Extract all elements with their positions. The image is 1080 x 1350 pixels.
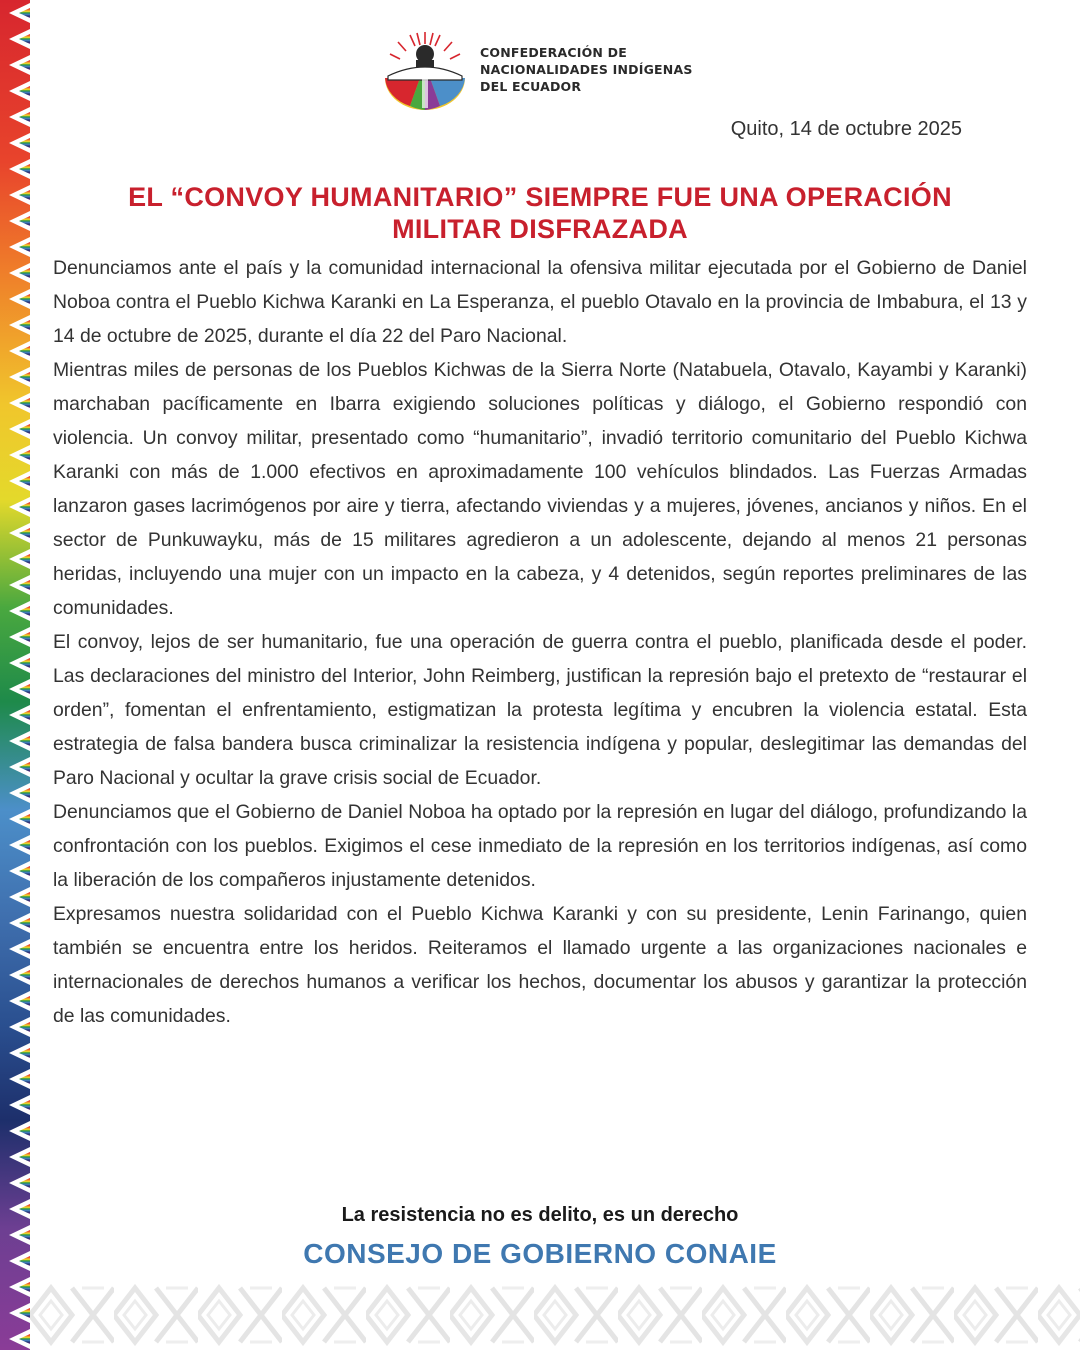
signature: CONSEJO DE GOBIERNO CONAIE	[303, 1238, 777, 1269]
paragraph: El convoy, lejos de ser humanitario, fue una operación de guerra contra el pueblo, planificada desde el poder. Las declaraciones del ministro del Interior, John Reimberg, justifican la represión bajo el pretexto de “restaurar el orden”, fomentan el enfrentamiento, estigmatizan la protesta legítima y encubren la violencia estatal. Esta estrategia de falsa bandera busca criminalizar la resistencia indígena y popular, deslegitimar las demandas del Paro Nacional y ocultar la grave crisis social de Ecuador.	[53, 631, 1027, 789]
document-title	[40, 181, 1040, 245]
org-name-line-3: DEL ECUADOR	[480, 79, 582, 94]
paragraph: Mientras miles de personas de los Pueblos Kichwas de la Sierra Norte (Natabuela, Otavalo, Kayambi y Karanki) marchaban pacíficamente en Ibarra exigiendo soluciones políticas y diálogo, el Gobierno respondió con violencia. Un convoy militar, presentado como “humanitario”, invadió territorio comunitario del Pueblo Kichwa Karanki con más de 1.000 efectivos en aproximadamente 100 vehículos blindados. Las Fuerzas Armadas lanzaron gases lacrimógenos por aire y tierra, afectando viviendas y a mujeres, jóvenes, ancianos y niños. En el sector de Punkuwayku, más de 15 militares agredieron a un adolescente, dejando al menos 21 personas heridas, incluyendo una mujer con un impacto en la cabeza, y 4 detenidos, según reportes preliminares de las comunidades.	[53, 359, 1027, 619]
document-body	[53, 251, 1027, 1033]
conaie-logo-icon	[380, 28, 470, 113]
header	[380, 28, 710, 113]
paragraph: Expresamos nuestra solidaridad con el Pueblo Kichwa Karanki y con su presidente, Lenin Farinango, quien también se encuentra entre los heridos. Reiteramos el llamado urgente a las organizaciones nacionales e internacionales de derechos humanos a verificar los hechos, documentar los abusos y garantizar la protección de las comunidades.	[53, 903, 1027, 1027]
org-name-line-1: CONFEDERACIÓN DE	[480, 45, 627, 60]
title-line-2: MILITAR DISFRAZADA	[392, 214, 688, 244]
bottom-geometric-pattern	[30, 1280, 1080, 1350]
title-line-1: EL “CONVOY HUMANITARIO” SIEMPRE FUE UNA OPERACIÓN	[128, 182, 952, 212]
rainbow-zigzag-border	[0, 0, 30, 1350]
paragraph: Denunciamos ante el país y la comunidad internacional la ofensiva militar ejecutada por el Gobierno de Daniel Noboa contra el Pueblo Kichwa Karanki en La Esperanza, el pueblo Otavalo en la provincia de Imbabura, el 13 y 14 de octubre de 2025, durante el día 22 del Paro Nacional.	[53, 257, 1027, 347]
organization-name	[480, 44, 693, 95]
date-line: Quito, 14 de octubre 2025	[730, 118, 962, 140]
paragraph: Denunciamos que el Gobierno de Daniel Noboa ha optado por la represión en lugar del diálogo, profundizando la confrontación con los pueblos. Exigimos el cese inmediato de la represión en los territorios indígenas, así como la liberación de los compañeros injustamente detenidos.	[53, 801, 1027, 891]
org-name-line-2: NACIONALIDADES INDÍGENAS	[480, 62, 693, 77]
slogan: La resistencia no es delito, es un derecho	[341, 1204, 739, 1226]
